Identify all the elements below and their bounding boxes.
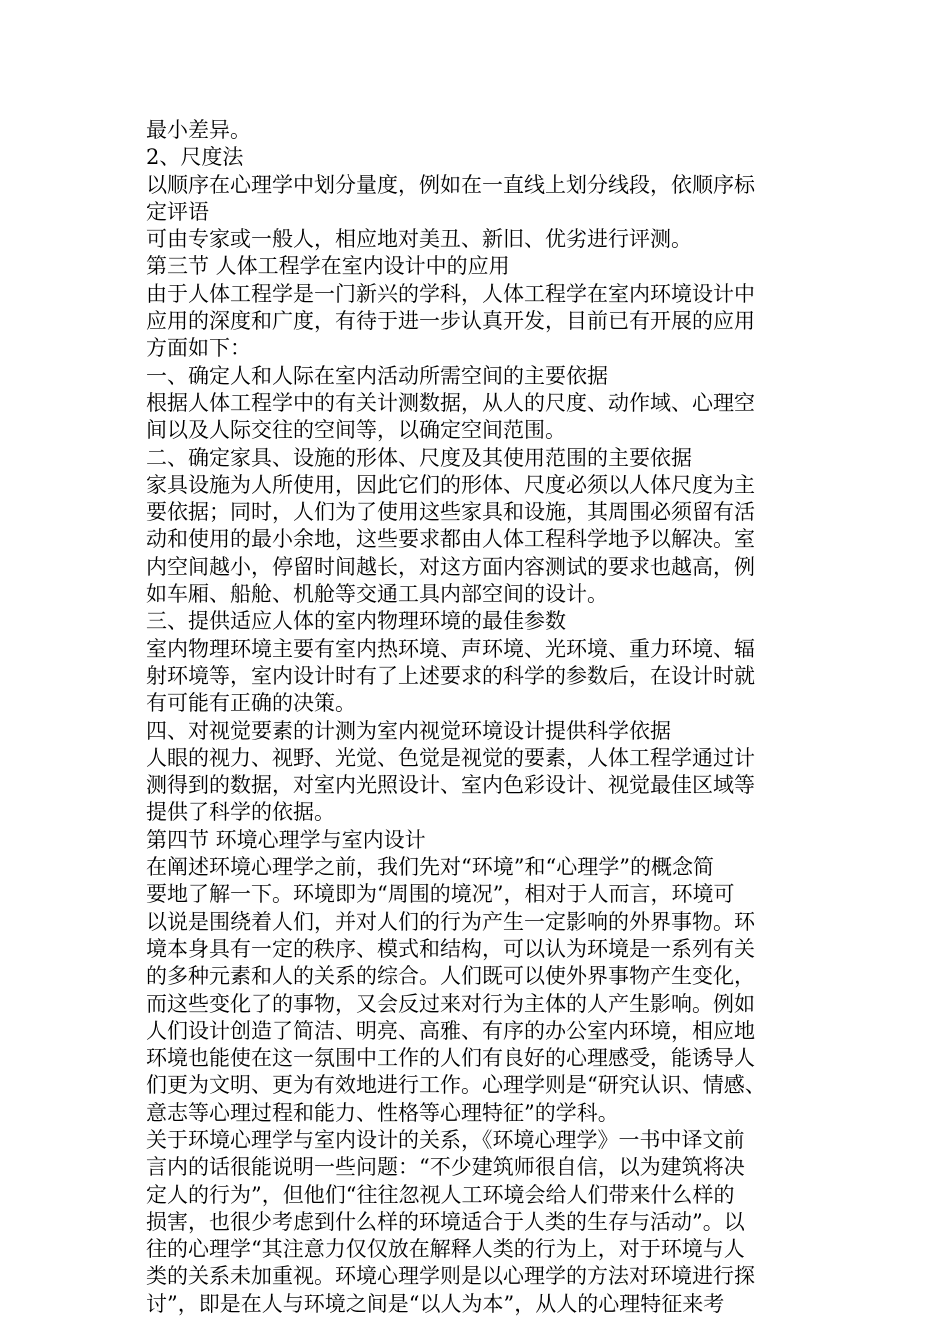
- text-line: 动和使用的最小余地，这些要求都由人体工程科学地予以解决。室: [146, 527, 755, 552]
- text-line: 人们设计创造了简洁、明亮、高雅、有序的办公室内环境，相应地: [146, 1018, 755, 1043]
- text-line: 境本身具有一定的秩序、模式和结构，可以认为环境是一系列有关: [146, 936, 755, 961]
- text-line: 的多种元素和人的关系的综合。人们既可以使外界事物产生变化，: [146, 964, 755, 989]
- section-heading: 四、对视觉要素的计测为室内视觉环境设计提供科学依据: [146, 718, 671, 743]
- text-line: 定人的行为”，但他们“往往忽视人工环境会给人们带来什么样的: [146, 1182, 735, 1207]
- text-line: 测得到的数据，对室内光照设计、室内色彩设计、视觉最佳区域等: [146, 773, 755, 798]
- text-line: 射环境等，室内设计时有了上述要求的科学的参数后，在设计时就: [146, 663, 755, 688]
- text-line: 们更为文明、更为有效地进行工作。心理学则是“研究认识、情感、: [146, 1073, 766, 1098]
- text-line: 以顺序在心理学中划分量度，例如在一直线上划分线段，依顺序标: [146, 172, 755, 197]
- text-line: 言内的话很能说明一些问题：“不少建筑师很自信，以为建筑将决: [146, 1155, 745, 1180]
- section-heading: 一、确定人和人际在室内活动所需空间的主要依据: [146, 363, 608, 388]
- text-line: 有可能有正确的决策。: [146, 691, 356, 716]
- text-line: 由于人体工程学是一门新兴的学科，人体工程学在室内环境设计中: [146, 281, 755, 306]
- section-heading: 第三节 人体工程学在室内设计中的应用: [146, 254, 510, 279]
- text-line: 往的心理学“其注意力仅仅放在解释人类的行为上，对于环境与人: [146, 1237, 745, 1262]
- text-line: 环境也能使在这一氛围中工作的人们有良好的心理感受，能诱导人: [146, 1046, 755, 1071]
- text-line: 应用的深度和广度，有待于进一步认真开发，目前已有开展的应用: [146, 309, 755, 334]
- text-line: 提供了科学的依据。: [146, 800, 335, 825]
- text-line: 室内物理环境主要有室内热环境、声环境、光环境、重力环境、辐: [146, 636, 755, 661]
- text-line: 方面如下：: [146, 336, 251, 361]
- text-line: 可由专家或一般人，相应地对美丑、新旧、优劣进行评测。: [146, 227, 692, 252]
- text-line: 类的关系未加重视。环境心理学则是以心理学的方法对环境进行探: [146, 1264, 755, 1289]
- document-body: [146, 117, 836, 1318]
- text-line: 要地了解一下。环境即为“周围的境况”，相对于人而言，环境可: [146, 882, 735, 907]
- text-line: 内空间越小，停留时间越长，对这方面内容测试的要求也越高，例: [146, 554, 755, 579]
- text-line: 要依据；同时，人们为了使用这些家具和设施，其周围必须留有活: [146, 500, 755, 525]
- section-heading: 第四节 环境心理学与室内设计: [146, 827, 426, 852]
- text-line: 最小差异。: [146, 118, 251, 142]
- text-line: 如车厢、船舱、机舱等交通工具内部空间的设计。: [146, 582, 608, 607]
- section-heading: 2、尺度法: [146, 145, 244, 170]
- text-line: 以说是围绕着人们，并对人们的行为产生一定影响的外界事物。环: [146, 909, 755, 934]
- text-line: 间以及人际交往的空间等，以确定空间范围。: [146, 418, 566, 443]
- text-line: 而这些变化了的事物，又会反过来对行为主体的人产生影响。例如: [146, 991, 755, 1016]
- text-line: 讨”，即是在人与环境之间是“以人为本”，从人的心理特征来考: [146, 1291, 725, 1316]
- text-line: 根据人体工程学中的有关计测数据，从人的尺度、动作域、心理空: [146, 390, 755, 415]
- text-line: 意志等心理过程和能力、性格等心理特征”的学科。: [146, 1100, 619, 1125]
- text-line: 在阐述环境心理学之前，我们先对“环境”和“心理学”的概念简: [146, 855, 714, 880]
- text-line: 定评语: [146, 199, 209, 224]
- text-line: 人眼的视力、视野、光觉、色觉是视觉的要素，人体工程学通过计: [146, 745, 755, 770]
- text-line: 家具设施为人所使用，因此它们的形体、尺度必须以人体尺度为主: [146, 472, 755, 497]
- text-line: 关于环境心理学与室内设计的关系，《环境心理学》一书中译文前: [146, 1127, 745, 1152]
- section-heading: 二、确定家具、设施的形体、尺度及其使用范围的主要依据: [146, 445, 692, 470]
- section-heading: 三、提供适应人体的室内物理环境的最佳参数: [146, 609, 566, 634]
- text-line: 损害，也很少考虑到什么样的环境适合于人类的生存与活动”。以: [146, 1209, 745, 1234]
